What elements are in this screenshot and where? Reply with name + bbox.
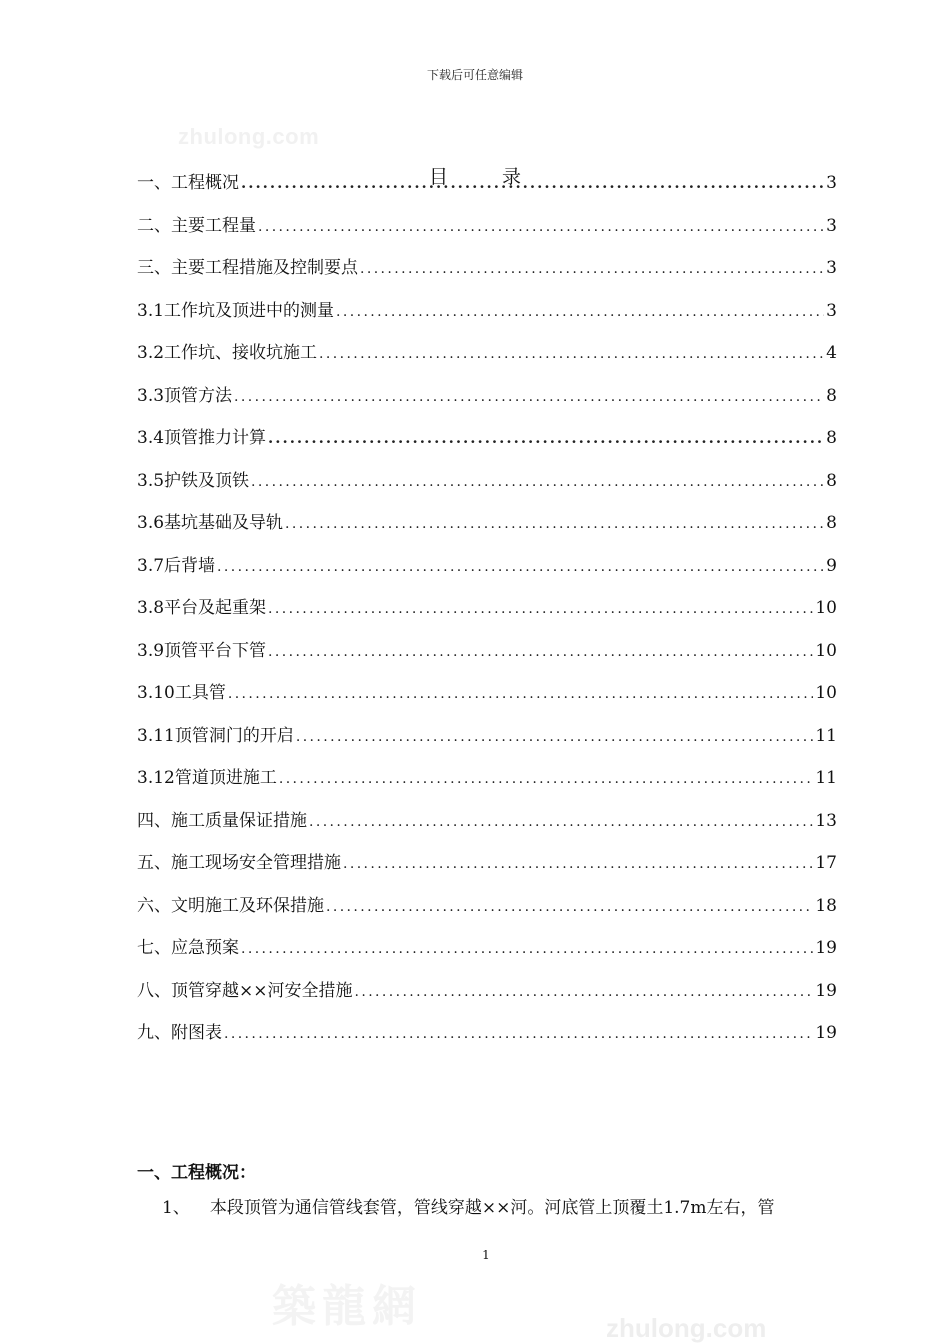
toc-entry[interactable] <box>137 848 837 878</box>
toc-entry[interactable] <box>137 593 837 623</box>
toc-entry-page: 10 <box>815 683 837 703</box>
watermark-logo-bottom: zhulong.com <box>606 1313 767 1343</box>
toc-entry[interactable] <box>137 891 837 921</box>
toc-dot-leader <box>319 346 824 362</box>
toc-entry-page: 8 <box>826 470 837 491</box>
toc-entry-label: 八、顶管穿越××河安全措施 <box>137 980 353 1001</box>
toc-entry-page: 4 <box>826 343 837 363</box>
toc-entry-label: 五、施工现场安全管理措施 <box>137 853 341 873</box>
toc-entry-label: 三、主要工程措施及控制要点 <box>137 258 358 278</box>
toc-dot-leader <box>326 899 813 915</box>
toc-entry-label: 四、施工质量保证措施 <box>137 810 307 831</box>
toc-entry-page: 3 <box>826 258 837 278</box>
toc-entry-page: 8 <box>826 513 837 533</box>
toc-dot-leader <box>228 686 814 702</box>
toc-entry-label: 3.11顶管洞门的开启 <box>137 725 294 746</box>
toc-entry-page: 11 <box>815 725 837 746</box>
toc-dot-leader <box>268 644 813 660</box>
toc-entry-label: 3.2工作坑、接收坑施工 <box>137 343 318 363</box>
watermark-logo-chinese: 築龍網 <box>272 1281 422 1332</box>
toc-entry-page: 10 <box>815 598 837 618</box>
toc-entry[interactable] <box>137 296 837 326</box>
watermark-logo-top: zhulong.com <box>178 124 320 149</box>
toc-entry[interactable] <box>137 1018 837 1048</box>
toc-entry[interactable] <box>137 338 837 368</box>
toc-entry-page: 3 <box>826 215 837 236</box>
toc-entry-page: 19 <box>815 1023 837 1043</box>
toc-entry[interactable] <box>137 721 837 751</box>
toc-entry-label: 3.9顶管平台下管 <box>137 640 267 661</box>
section-heading: 一、工程概况： <box>137 1163 256 1183</box>
toc-dot-leader <box>285 516 824 532</box>
paragraph-number: 1、 <box>162 1198 190 1218</box>
toc-entry-page: 19 <box>815 938 837 958</box>
toc-entry[interactable] <box>137 211 837 241</box>
body-paragraph <box>162 1193 842 1218</box>
toc-dot-leader <box>309 814 813 830</box>
toc-entry-label: 3.6基坑基础及导轨 <box>137 513 284 533</box>
toc-entry-page: 3 <box>826 300 837 321</box>
toc-entry-page: 9 <box>826 555 837 576</box>
toc-entry-page: 8 <box>826 385 837 406</box>
toc-entry[interactable] <box>137 636 837 666</box>
toc-entry-page: 8 <box>826 428 837 448</box>
toc-dot-leader <box>251 474 824 490</box>
toc-entry-page: 18 <box>815 895 837 916</box>
toc-entry[interactable] <box>137 763 837 793</box>
toc-title: 目 录 <box>428 166 546 188</box>
toc-entry-label: 3.12管道顶进施工 <box>137 768 277 788</box>
toc-entry[interactable] <box>137 381 837 411</box>
toc-dot-leader <box>241 941 813 957</box>
toc-entry-label: 一、工程概况 <box>137 173 239 193</box>
toc-dot-leader <box>296 729 814 745</box>
page-header: 下载后可任意编辑 <box>426 68 523 82</box>
toc-entry-label: 3.10工具管 <box>137 683 226 703</box>
toc-entry-label: 九、附图表 <box>137 1023 222 1043</box>
toc-entry[interactable] <box>137 678 837 708</box>
toc-entry[interactable] <box>137 253 837 283</box>
toc-entry-label: 3.3顶管方法 <box>137 385 233 406</box>
toc-entry-label: 七、应急预案 <box>137 938 239 958</box>
toc-dot-leader <box>217 559 824 575</box>
toc-entry-page: 19 <box>815 980 837 1001</box>
toc-entry-label: 3.8平台及起重架 <box>137 598 267 618</box>
toc-dot-leader <box>268 601 813 617</box>
toc-dot-leader <box>343 856 813 872</box>
toc-entry-page: 11 <box>815 768 837 788</box>
toc-entry[interactable] <box>137 508 837 538</box>
toc-entry-page: 3 <box>826 173 837 193</box>
paragraph-text: 本段顶管为通信管线套管，管线穿越××河。河底管上顶覆土1.7m左右，管 <box>209 1198 775 1218</box>
toc-entry[interactable] <box>137 976 837 1006</box>
toc-entry[interactable] <box>137 933 837 963</box>
toc-entry-label: 六、文明施工及环保措施 <box>137 895 324 916</box>
toc-dot-leader <box>268 429 824 447</box>
page-number: 1 <box>482 1248 490 1262</box>
toc-dot-leader <box>241 174 824 192</box>
toc-entry[interactable] <box>137 466 837 496</box>
toc-entry[interactable] <box>137 806 837 836</box>
toc-dot-leader <box>355 984 814 1000</box>
toc-dot-leader <box>279 771 814 787</box>
toc-entry-label: 3.4顶管推力计算 <box>137 428 267 448</box>
toc-entry[interactable] <box>137 423 837 453</box>
toc-entry-label: 3.7后背墙 <box>137 555 216 576</box>
toc-entry[interactable] <box>137 168 837 198</box>
toc-dot-leader <box>336 304 824 320</box>
toc-entry-label: 二、主要工程量 <box>137 215 256 236</box>
toc-dot-leader <box>258 219 824 235</box>
toc-entry-page: 10 <box>815 640 837 661</box>
toc-entry-label: 3.5护铁及顶铁 <box>137 470 250 491</box>
toc-dot-leader <box>234 389 824 405</box>
toc-dot-leader <box>224 1026 813 1042</box>
toc-dot-leader <box>360 261 824 277</box>
toc-entry-page: 13 <box>815 810 837 831</box>
toc-entry-label: 3.1工作坑及顶进中的测量 <box>137 300 335 321</box>
toc-entry[interactable] <box>137 551 837 581</box>
toc-entry-page: 17 <box>815 853 837 873</box>
